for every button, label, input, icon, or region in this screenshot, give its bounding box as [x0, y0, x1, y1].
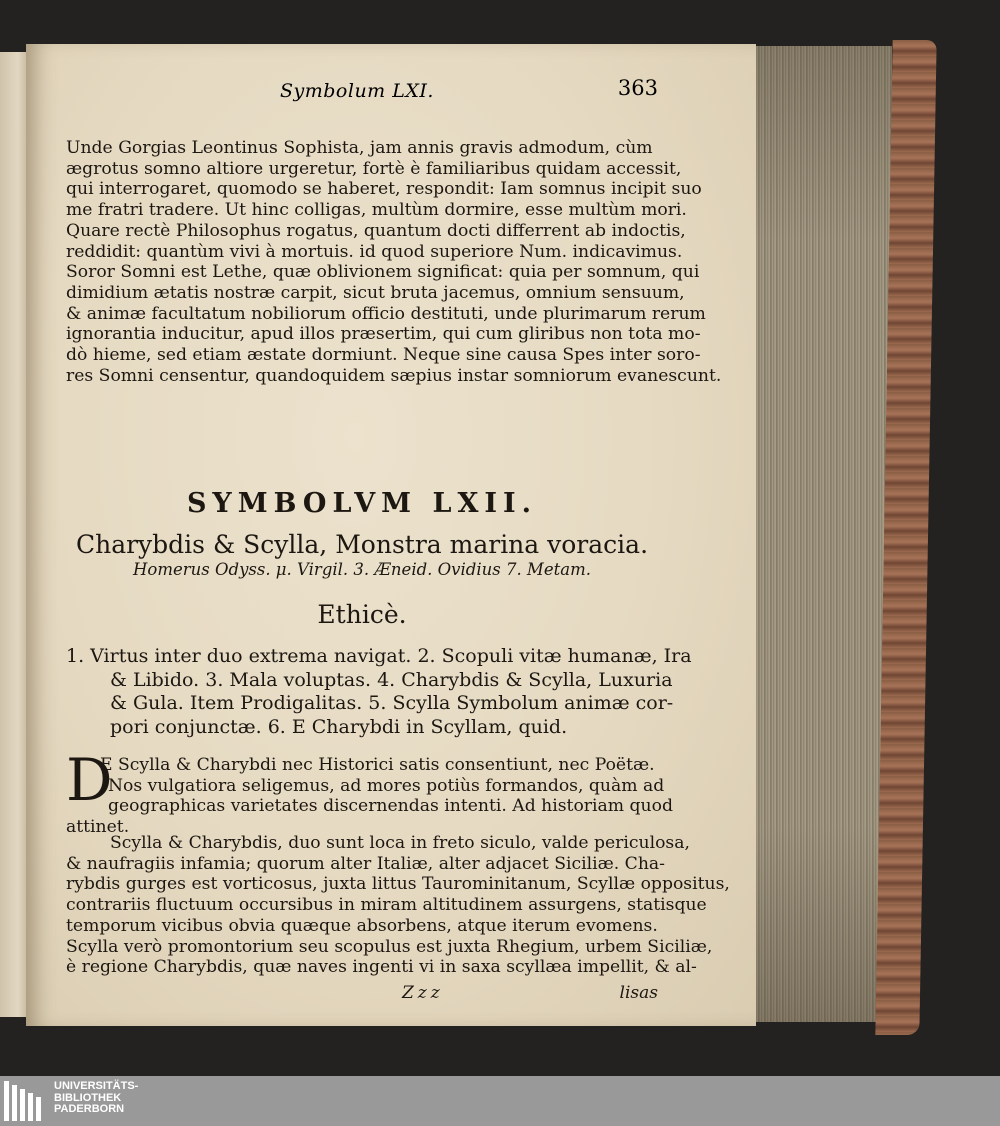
library-name-line: BIBLIOTHEK	[54, 1091, 122, 1104]
page-block-edge	[742, 46, 892, 1022]
text-line: ignorantia inducitur, apud illos præsertim, qui cum gliribus non tota mo-	[66, 324, 701, 345]
section-heading-ethice: Ethicè.	[317, 600, 407, 629]
symbol-heading: SYMBOLVM LXII.	[186, 488, 538, 519]
library-name-line: UNIVERSITÄTS-	[54, 1080, 139, 1092]
text-line: E Scylla & Charybdi nec Historici satis consentiunt, nec Poëtæ.	[100, 755, 655, 775]
page-number: 363	[617, 76, 658, 100]
symbol-subtitle: Charybdis & Scylla, Monstra marina voracia.	[75, 530, 649, 559]
library-name-line: PADERBORN	[54, 1103, 125, 1115]
drop-capital: D	[66, 746, 113, 814]
catchline	[66, 983, 658, 1005]
summary-line: & Gula. Item Prodigalitas. 5. Scylla Symbolum animæ cor-	[110, 692, 674, 715]
summary-list	[66, 645, 692, 739]
text-line: & animæ facultatum nobiliorum officio destituti, unde plurimarum rerum	[66, 303, 706, 324]
text-line: contrariis fluctuum occursibus in miram altitudinem assurgens, statisque	[66, 895, 707, 916]
text-line: Scylla & Charybdis, duo sunt loca in freto siculo, valde periculosa,	[110, 833, 690, 853]
text-line: Quare rectè Philosophus rogatus, quantum docti differrent ab indoctis,	[66, 220, 686, 241]
signature-mark: Zzz	[402, 983, 444, 1003]
running-head	[66, 76, 658, 102]
text-line: reddidit: quantùm vivi à mortuis. id quod superiore Num. indicavimus.	[66, 241, 683, 262]
summary-line: pori conjunctæ. 6. E Charybdi in Scyllam, quid.	[110, 715, 568, 738]
text-line: res Somni censentur, quandoquidem sæpius instar somniorum evanescunt.	[66, 365, 722, 386]
paragraph-intro	[66, 746, 673, 838]
text-line: dò hieme, sed etiam æstate dormiunt. Neque sine causa Spes inter soro-	[66, 345, 701, 366]
paragraph-symbolum-lxi	[66, 138, 722, 386]
text-line: attinet.	[66, 817, 130, 838]
text-line: Nos vulgatiora seligemus, ad mores potiùs formandos, quàm ad	[108, 775, 665, 796]
text-line: Soror Somni est Lethe, quæ oblivionem significat: quia per somnum, qui	[66, 262, 700, 283]
text-line: ægrotus somno altiore urgeretur, fortè è familiaribus quidam accessit,	[66, 158, 682, 179]
text-line: & naufragiis infamia; quorum alter Italiæ, alter adjacet Siciliæ. Cha-	[66, 853, 665, 874]
library-name	[54, 1081, 138, 1116]
text-line: Unde Gorgias Leontinus Sophista, jam annis gravis admodum, cùm	[66, 138, 653, 158]
text-line: rybdis gurges est vorticosus, juxta littus Taurominitanum, Scyllæ oppositus,	[66, 874, 730, 895]
text-line: è regione Charybdis, quæ naves ingenti vi in saxa scyllæa impellit, & al-	[66, 957, 697, 978]
symbol-sources: Homerus Odyss. μ. Virgil. 3. Æneid. Ovidius 7. Metam.	[133, 560, 591, 579]
running-title: Symbolum LXI.	[280, 80, 434, 102]
paragraph-scylla-charybdis	[66, 833, 730, 978]
catchword: lisas	[619, 983, 658, 1003]
summary-line: 1. Virtus inter duo extrema navigat. 2. Scopuli vitæ humanæ, Ira	[66, 645, 692, 667]
text-line: me fratri tradere. Ut hinc colligas, multùm dormire, esse multùm mori.	[66, 200, 687, 221]
text-line: geographicas varietates discernendas intenti. Ad historiam quod	[108, 796, 673, 817]
summary-line: & Libido. 3. Mala voluptas. 4. Charybdis & Scylla, Luxuria	[110, 668, 673, 691]
library-logo-icon	[4, 1081, 44, 1121]
text-line: dimidium ætatis nostræ carpit, sicut bruta jacemus, omnium sensuum,	[66, 282, 685, 303]
text-line: qui interrogaret, quomodo se haberet, respondit: Iam somnus incipit suo	[66, 179, 702, 200]
library-footer	[0, 1076, 1000, 1126]
text-line: temporum vicibus obvia quæque absorbens, atque iterum evomens.	[66, 915, 658, 936]
text-line: Scylla verò promontorium seu scopulus est juxta Rhegium, urbem Siciliæ,	[66, 936, 713, 957]
